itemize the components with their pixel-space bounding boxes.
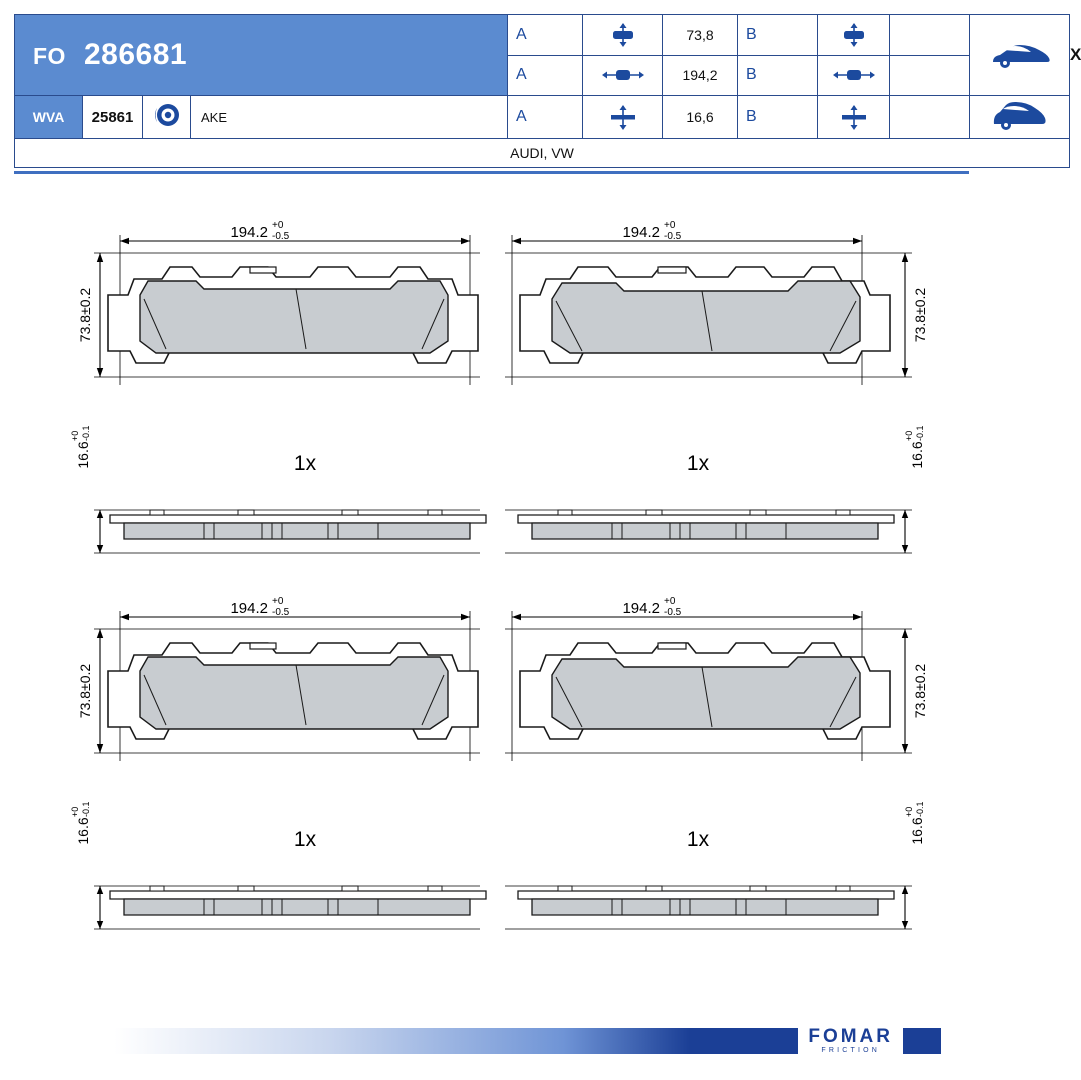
header-row-1: FO 286681 A 73,8 B X — [15, 15, 1070, 56]
pad-bottom-left — [94, 611, 486, 929]
label-quantity-br: 1x — [686, 828, 710, 851]
part-number: 286681 — [83, 38, 188, 71]
label-thickness-tl: 16.6 — [75, 441, 91, 469]
logo-wordmark: FOMAR — [808, 1026, 893, 1047]
pad-height-icon — [583, 15, 663, 56]
header-block — [14, 14, 1081, 174]
pad-width-icon — [583, 55, 663, 96]
dim-value-width: 194,2 — [663, 55, 738, 96]
pad-top-left — [94, 235, 486, 553]
header-row-3 — [15, 96, 1070, 139]
makes-row — [15, 139, 1070, 168]
pad-top-right — [505, 235, 912, 553]
pad-width-icon-b — [818, 55, 890, 96]
label-thickness-tol-bottom-tl: -0.1 — [81, 425, 91, 441]
label-width-br: 194.2 — [622, 600, 660, 617]
label-width-tr: 194.2 — [622, 224, 660, 241]
label-width-tol-bottom-tr: -0.5 — [664, 231, 682, 242]
vehicle-makes: AUDI, VW — [15, 139, 1070, 168]
dim-value-thickness: 16,6 — [663, 96, 738, 139]
dim-value-height-b — [890, 15, 970, 56]
label-thickness-tol-bottom-bl: -0.1 — [81, 801, 91, 817]
wva-number: 25861 — [83, 96, 143, 139]
van-front-icon — [970, 96, 1070, 139]
label-height-tr: 73.8±0.2 — [912, 287, 928, 343]
label-width-tol-bottom-br: -0.5 — [664, 607, 682, 618]
footer — [0, 1028, 983, 1058]
label-thickness-tol-bottom-tr: -0.1 — [915, 425, 925, 441]
logo-block — [907, 1028, 941, 1054]
dim-side-a-2: A — [508, 55, 583, 96]
ake-code: AKE — [191, 96, 508, 139]
label-width-tol-bottom-bl: -0.5 — [272, 607, 290, 618]
dim-side-b-1: B — [738, 15, 818, 56]
pad-height-icon-b — [818, 15, 890, 56]
label-width-tol-bottom-tl: -0.5 — [272, 231, 290, 242]
part-identity-cell — [15, 15, 508, 96]
brand-label: FO — [33, 43, 66, 69]
label-width-tl: 194.2 — [230, 224, 268, 241]
fomar-logo — [641, 1028, 941, 1054]
label-thickness-tol-bottom-br: -0.1 — [915, 801, 925, 817]
label-height-br: 73.8±0.2 — [912, 663, 928, 719]
car-front-icon — [970, 15, 1070, 96]
header-table — [14, 14, 1081, 168]
label-height-bl: 73.8±0.2 — [77, 663, 93, 719]
pad-thickness-icon — [583, 96, 663, 139]
dim-side-b-2: B — [738, 55, 818, 96]
label-quantity-tr: 1x — [686, 452, 710, 475]
label-quantity-tl: 1x — [293, 452, 317, 475]
logo-tagline: FRICTION — [821, 1047, 880, 1054]
label-quantity-bl: 1x — [293, 828, 317, 851]
dim-side-a-1: A — [508, 15, 583, 56]
label-thickness-tol-top-tl: +0 — [70, 430, 80, 441]
dim-value-height: 73,8 — [663, 15, 738, 56]
wva-label: WVA — [15, 96, 83, 139]
pad-bottom-right — [505, 611, 912, 929]
header-divider — [14, 171, 969, 174]
pad-thickness-icon-b — [818, 96, 890, 139]
label-thickness-br: 16.6 — [909, 817, 925, 845]
label-width-bl: 194.2 — [230, 600, 268, 617]
label-height-tl: 73.8±0.2 — [77, 287, 93, 343]
brake-disc-icon — [143, 96, 191, 139]
technical-drawing — [0, 195, 983, 995]
label-width-tol-top-br: +0 — [664, 596, 676, 607]
label-thickness-tr: 16.6 — [909, 441, 925, 469]
dim-value-width-b — [890, 55, 970, 96]
label-thickness-tol-top-tr: +0 — [904, 430, 914, 441]
dim-side-a-3: A — [508, 96, 583, 139]
dim-value-thickness-b — [890, 96, 970, 139]
dim-side-b-3: B — [738, 96, 818, 139]
label-width-tol-top-tl: +0 — [272, 220, 284, 231]
label-width-tol-top-tr: +0 — [664, 220, 676, 231]
label-thickness-tol-top-bl: +0 — [70, 806, 80, 817]
label-width-tol-top-bl: +0 — [272, 596, 284, 607]
logo-text-box — [798, 1026, 903, 1056]
label-thickness-tol-top-br: +0 — [904, 806, 914, 817]
label-thickness-bl: 16.6 — [75, 817, 91, 845]
